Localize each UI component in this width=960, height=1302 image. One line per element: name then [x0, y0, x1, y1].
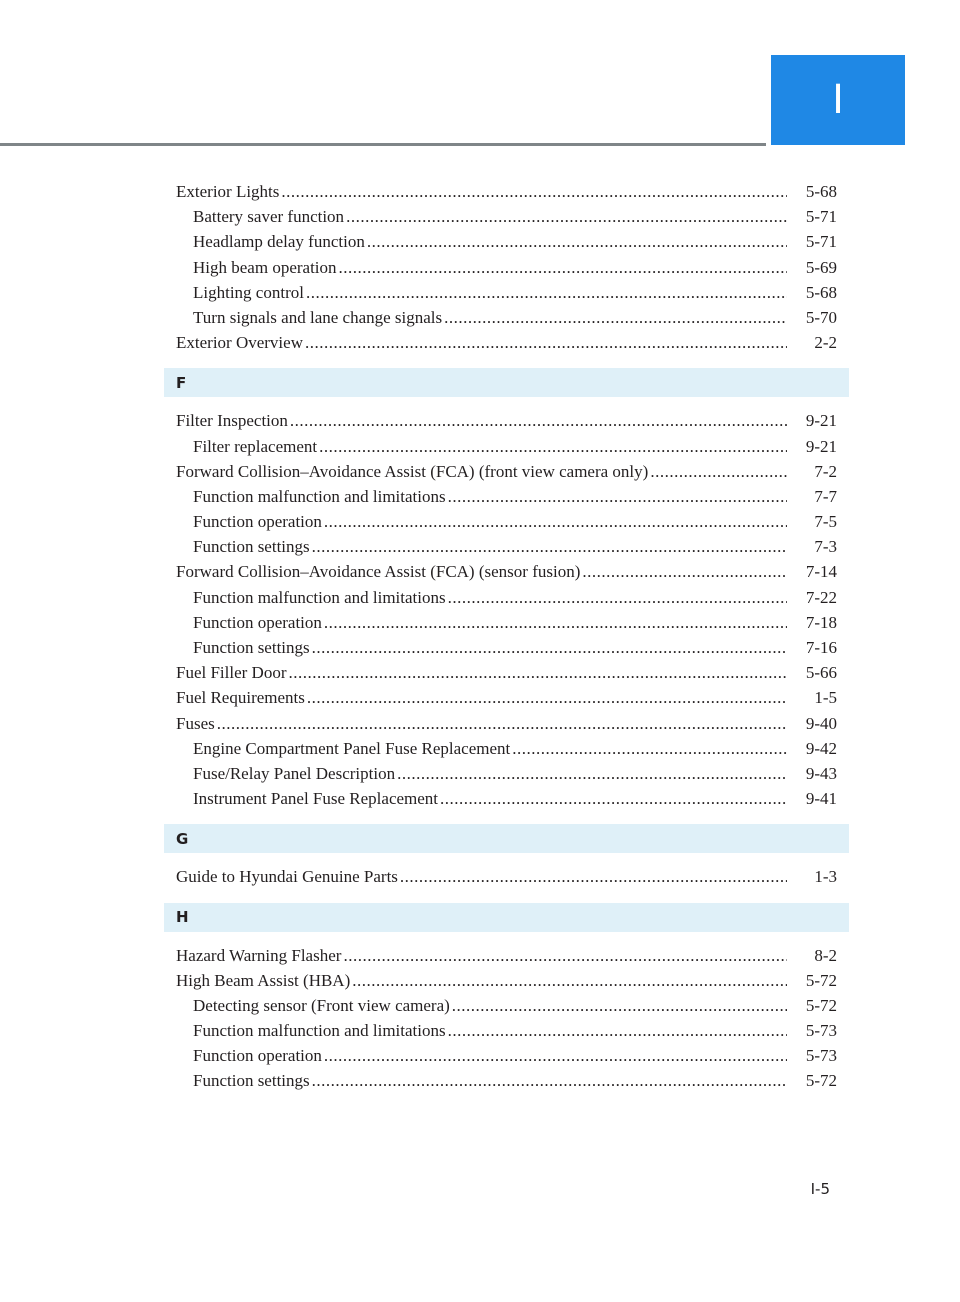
dot-leader — [438, 786, 787, 811]
entry-title: Forward Collision–Avoidance Assist (FCA) (front view camera only) — [176, 461, 649, 481]
entry-title: Lighting control — [193, 282, 304, 302]
index-subentry — [176, 761, 837, 786]
index-subentry — [176, 736, 837, 761]
dot-leader — [446, 585, 787, 610]
dot-leader — [288, 408, 787, 433]
entry-title: Forward Collision–Avoidance Assist (FCA) (sensor fusion) — [176, 562, 581, 582]
entry-page: 9-43 — [805, 763, 837, 783]
index-entry — [176, 660, 837, 685]
dot-leader — [446, 484, 787, 509]
entry-page: 5-73 — [805, 1046, 837, 1066]
index-list — [176, 179, 837, 1094]
dot-leader — [215, 711, 787, 736]
dot-leader — [304, 280, 787, 305]
entry-page: 1-3 — [814, 867, 837, 887]
header-rule — [0, 143, 766, 146]
entry-page: 5-73 — [805, 1021, 837, 1041]
entry-title: Turn signals and lane change signals — [193, 307, 443, 327]
dot-leader — [442, 305, 787, 330]
index-subentry — [176, 255, 837, 280]
entry-page: 9-40 — [805, 713, 837, 733]
entry-title: Fuel Requirements — [176, 688, 305, 708]
entry-title: Function malfunction and limitations — [193, 1021, 446, 1041]
index-entry — [176, 330, 837, 355]
index-subentry — [176, 1068, 837, 1093]
entry-title: Function malfunction and limitations — [193, 486, 446, 506]
dot-leader — [322, 610, 787, 635]
entry-title: Detecting sensor (Front view camera) — [193, 995, 450, 1015]
entry-page: 5-68 — [805, 182, 837, 201]
entry-page: 5-71 — [805, 232, 837, 252]
dot-leader — [344, 204, 787, 229]
entry-title: High beam operation — [193, 257, 337, 277]
entry-title: Function operation — [193, 512, 322, 532]
dot-leader — [279, 179, 787, 204]
index-subentry — [176, 229, 837, 254]
index-subentry — [176, 305, 837, 330]
index-subentry — [176, 484, 837, 509]
entry-page: 5-68 — [805, 282, 837, 302]
entry-page: 7-18 — [805, 612, 837, 632]
entry-page: 1-5 — [814, 688, 837, 708]
entry-page: 7-3 — [814, 537, 837, 557]
entry-page: 9-42 — [805, 738, 837, 758]
entry-title: Filter replacement — [193, 436, 318, 456]
index-entry — [176, 711, 837, 736]
entry-page: 5-72 — [805, 995, 837, 1015]
dot-leader — [310, 635, 787, 660]
entry-page: 5-72 — [805, 1071, 837, 1091]
entry-page: 5-71 — [805, 207, 837, 227]
index-subentry — [176, 993, 837, 1018]
entry-page: 7-2 — [814, 461, 837, 481]
dot-leader — [648, 459, 787, 484]
entry-title: Function operation — [193, 612, 322, 632]
index-subentry — [176, 1043, 837, 1068]
dot-leader — [322, 1043, 787, 1068]
index-subentry — [176, 610, 837, 635]
entry-title: Instrument Panel Fuse Replacement — [193, 789, 439, 809]
entry-page: 7-5 — [814, 512, 837, 532]
entry-page: 9-21 — [805, 436, 837, 456]
section-header-g: G — [164, 824, 849, 853]
entry-page: 9-41 — [805, 789, 837, 809]
dot-leader — [303, 330, 787, 355]
index-subentry — [176, 585, 837, 610]
entry-page: 5-69 — [805, 257, 837, 277]
entry-title: Function settings — [193, 638, 310, 657]
index-entry — [176, 179, 837, 204]
index-subentry — [176, 280, 837, 305]
dot-leader — [365, 229, 787, 254]
entry-title: Engine Compartment Panel Fuse Replacement — [193, 738, 511, 758]
entry-page: 2-2 — [814, 333, 837, 353]
index-entry — [176, 968, 837, 993]
entry-title: Headlamp delay function — [193, 232, 365, 252]
index-subentry — [176, 509, 837, 534]
dot-leader — [350, 968, 787, 993]
entry-title: High Beam Assist (HBA) — [176, 970, 351, 990]
index-entry — [176, 559, 837, 584]
entry-title: Fuel Filler Door — [176, 663, 287, 683]
section-header-h: H — [164, 903, 849, 932]
dot-leader — [322, 509, 787, 534]
dot-leader — [395, 761, 787, 786]
index-tab — [771, 55, 905, 145]
entry-page: 7-14 — [805, 562, 837, 582]
index-subentry — [176, 1018, 837, 1043]
dot-leader — [580, 559, 787, 584]
dot-leader — [337, 255, 787, 280]
dot-leader — [446, 1018, 787, 1043]
index-entry — [176, 685, 837, 710]
dot-leader — [317, 434, 787, 459]
dot-leader — [310, 534, 787, 559]
entry-title: Guide to Hyundai Genuine Parts — [176, 867, 398, 887]
entry-title: Function settings — [193, 537, 310, 557]
index-subentry — [176, 786, 837, 811]
dot-leader — [287, 660, 788, 685]
index-tab-letter: I — [832, 77, 844, 123]
dot-leader — [510, 736, 787, 761]
index-entry — [176, 459, 837, 484]
entry-title: Exterior Lights — [176, 182, 280, 201]
entry-page: 8-2 — [814, 945, 837, 965]
index-subentry — [176, 204, 837, 229]
dot-leader — [305, 685, 787, 710]
index-subentry — [176, 434, 837, 459]
entry-title: Function malfunction and limitations — [193, 587, 446, 607]
entry-title: Fuse/Relay Panel Description — [193, 763, 396, 783]
entry-title: Exterior Overview — [176, 333, 303, 353]
index-subentry — [176, 635, 837, 660]
entry-page: 5-72 — [805, 970, 837, 990]
index-entry — [176, 408, 837, 433]
index-entry — [176, 864, 837, 889]
entry-title: Hazard Warning Flasher — [176, 945, 342, 965]
index-subentry — [176, 534, 837, 559]
entry-page: 7-22 — [805, 587, 837, 607]
page-number: I-5 — [810, 1180, 830, 1198]
entry-page: 7-7 — [814, 486, 837, 506]
entry-title: Fuses — [176, 713, 215, 733]
section-header-f: F — [164, 368, 849, 397]
dot-leader — [398, 864, 787, 889]
entry-page: 5-70 — [805, 307, 837, 327]
dot-leader — [341, 943, 787, 968]
dot-leader — [310, 1068, 787, 1093]
entry-page: 5-66 — [805, 663, 837, 683]
entry-title: Function operation — [193, 1046, 322, 1066]
entry-page: 7-16 — [805, 638, 837, 657]
dot-leader — [450, 993, 787, 1018]
entry-page: 9-21 — [805, 411, 837, 431]
entry-title: Battery saver function — [193, 207, 345, 227]
entry-title: Filter Inspection — [176, 411, 288, 431]
index-entry — [176, 943, 837, 968]
entry-title: Function settings — [193, 1071, 310, 1091]
